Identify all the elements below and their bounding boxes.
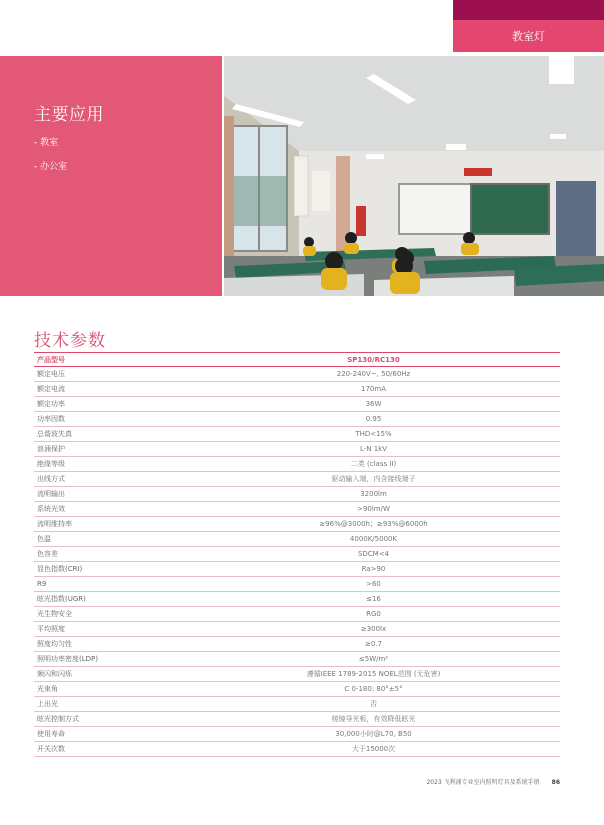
application-item: - 教室 (34, 138, 59, 148)
spec-name: R9 (34, 577, 187, 592)
spec-value: L-N 1kV (187, 442, 560, 457)
table-row (34, 427, 560, 442)
table-row (34, 592, 560, 607)
spec-name: 使用寿命 (34, 727, 187, 742)
spec-name: 浪涌保护 (34, 442, 187, 457)
spec-value: ≥300lx (187, 622, 560, 637)
table-row (34, 547, 560, 562)
spec-value: >90lm/W (187, 502, 560, 517)
category-tab-label: 教室灯 (512, 30, 545, 43)
spec-name: 显色指数(CRI) (34, 562, 187, 577)
spec-value: 4000K/5000K (187, 532, 560, 547)
top-accent-bar (453, 0, 604, 20)
footer-text: 2023 飞利浦专业室内照明灯具及系统手册 (426, 779, 540, 786)
spec-value: 170mA (187, 382, 560, 397)
spec-name: 色温 (34, 532, 187, 547)
table-row (34, 697, 560, 712)
spec-value: Ra>90 (187, 562, 560, 577)
table-row (34, 412, 560, 427)
spec-name: 眩光指数(UGR) (34, 592, 187, 607)
spec-value: 否 (187, 697, 560, 712)
spec-value: THD<15% (187, 427, 560, 442)
table-row (34, 502, 560, 517)
table-row (34, 397, 560, 412)
application-title: 主要应用 (34, 105, 104, 125)
spec-name: 额定电流 (34, 382, 187, 397)
page-number: 86 (551, 779, 560, 786)
table-row (34, 607, 560, 622)
spec-value: 30,000小时@L70, B50 (187, 727, 560, 742)
table-row (34, 682, 560, 697)
spec-value: RG0 (187, 607, 560, 622)
spec-value: ≤16 (187, 592, 560, 607)
table-row (34, 667, 560, 682)
spec-value: 大于15000次 (187, 742, 560, 757)
application-list (34, 135, 67, 183)
table-row (34, 712, 560, 727)
specs-title: 技术参数 (34, 331, 106, 351)
table-row (34, 742, 560, 757)
spec-name: 眩光控制方式 (34, 712, 187, 727)
spec-name: 绝缘等级 (34, 457, 187, 472)
spec-value: 遵循IEEE 1789-2015 NOEL范围 (无危害) (187, 667, 560, 682)
application-item: - 办公室 (34, 162, 68, 172)
spec-value: SDCM<4 (187, 547, 560, 562)
spec-name: 照明功率密度(LDP) (34, 652, 187, 667)
table-row (34, 727, 560, 742)
classroom-illustration (224, 56, 604, 296)
table-row (34, 622, 560, 637)
table-row (34, 577, 560, 592)
table-row (34, 457, 560, 472)
spec-name: 出线方式 (34, 472, 187, 487)
spec-value: 二类 (class II) (187, 457, 560, 472)
spec-name: 功率因数 (34, 412, 187, 427)
spec-value: 220-240V~, 50/60Hz (187, 367, 560, 382)
spec-name: 色容差 (34, 547, 187, 562)
spec-name: 光生物安全 (34, 607, 187, 622)
table-row (34, 637, 560, 652)
table-row (34, 472, 560, 487)
spec-name: 总谐波失真 (34, 427, 187, 442)
spec-name: 平均照度 (34, 622, 187, 637)
table-row (34, 532, 560, 547)
spec-name: 照度均匀性 (34, 637, 187, 652)
spec-name: 额定功率 (34, 397, 187, 412)
spec-value: 36W (187, 397, 560, 412)
specs-header-value: SP130/RC130 (187, 353, 560, 367)
spec-name: 流明输出 (34, 487, 187, 502)
spec-value: C 0-180: 80°±5° (187, 682, 560, 697)
table-row (34, 487, 560, 502)
spec-name: 开关次数 (34, 742, 187, 757)
table-row (34, 517, 560, 532)
category-tab[interactable] (453, 20, 604, 52)
spec-value: 驱动输入端，内含接线端子 (187, 472, 560, 487)
application-panel (0, 56, 222, 296)
table-row (34, 562, 560, 577)
specs-header-row (34, 353, 560, 367)
specs-table (34, 352, 560, 757)
spec-name: 频闪和闪烁 (34, 667, 187, 682)
specs-header-param: 产品型号 (34, 353, 187, 367)
table-row (34, 382, 560, 397)
spec-name: 上出光 (34, 697, 187, 712)
table-row (34, 367, 560, 382)
spec-value: 0.95 (187, 412, 560, 427)
classroom-photo (224, 56, 604, 296)
spec-value: ≥0.7 (187, 637, 560, 652)
spec-value: ≥96%@3000h；≥93%@6000h (187, 517, 560, 532)
page-footer (0, 777, 560, 786)
spec-name: 光束角 (34, 682, 187, 697)
table-row (34, 652, 560, 667)
spec-name: 额定电压 (34, 367, 187, 382)
table-row (34, 442, 560, 457)
spec-value: ≤5W/m² (187, 652, 560, 667)
spec-value: >60 (187, 577, 560, 592)
spec-name: 系统光效 (34, 502, 187, 517)
spec-value: 3200lm (187, 487, 560, 502)
spec-name: 流明维持率 (34, 517, 187, 532)
spec-value: 棱镜导光板，有效降低眩光 (187, 712, 560, 727)
